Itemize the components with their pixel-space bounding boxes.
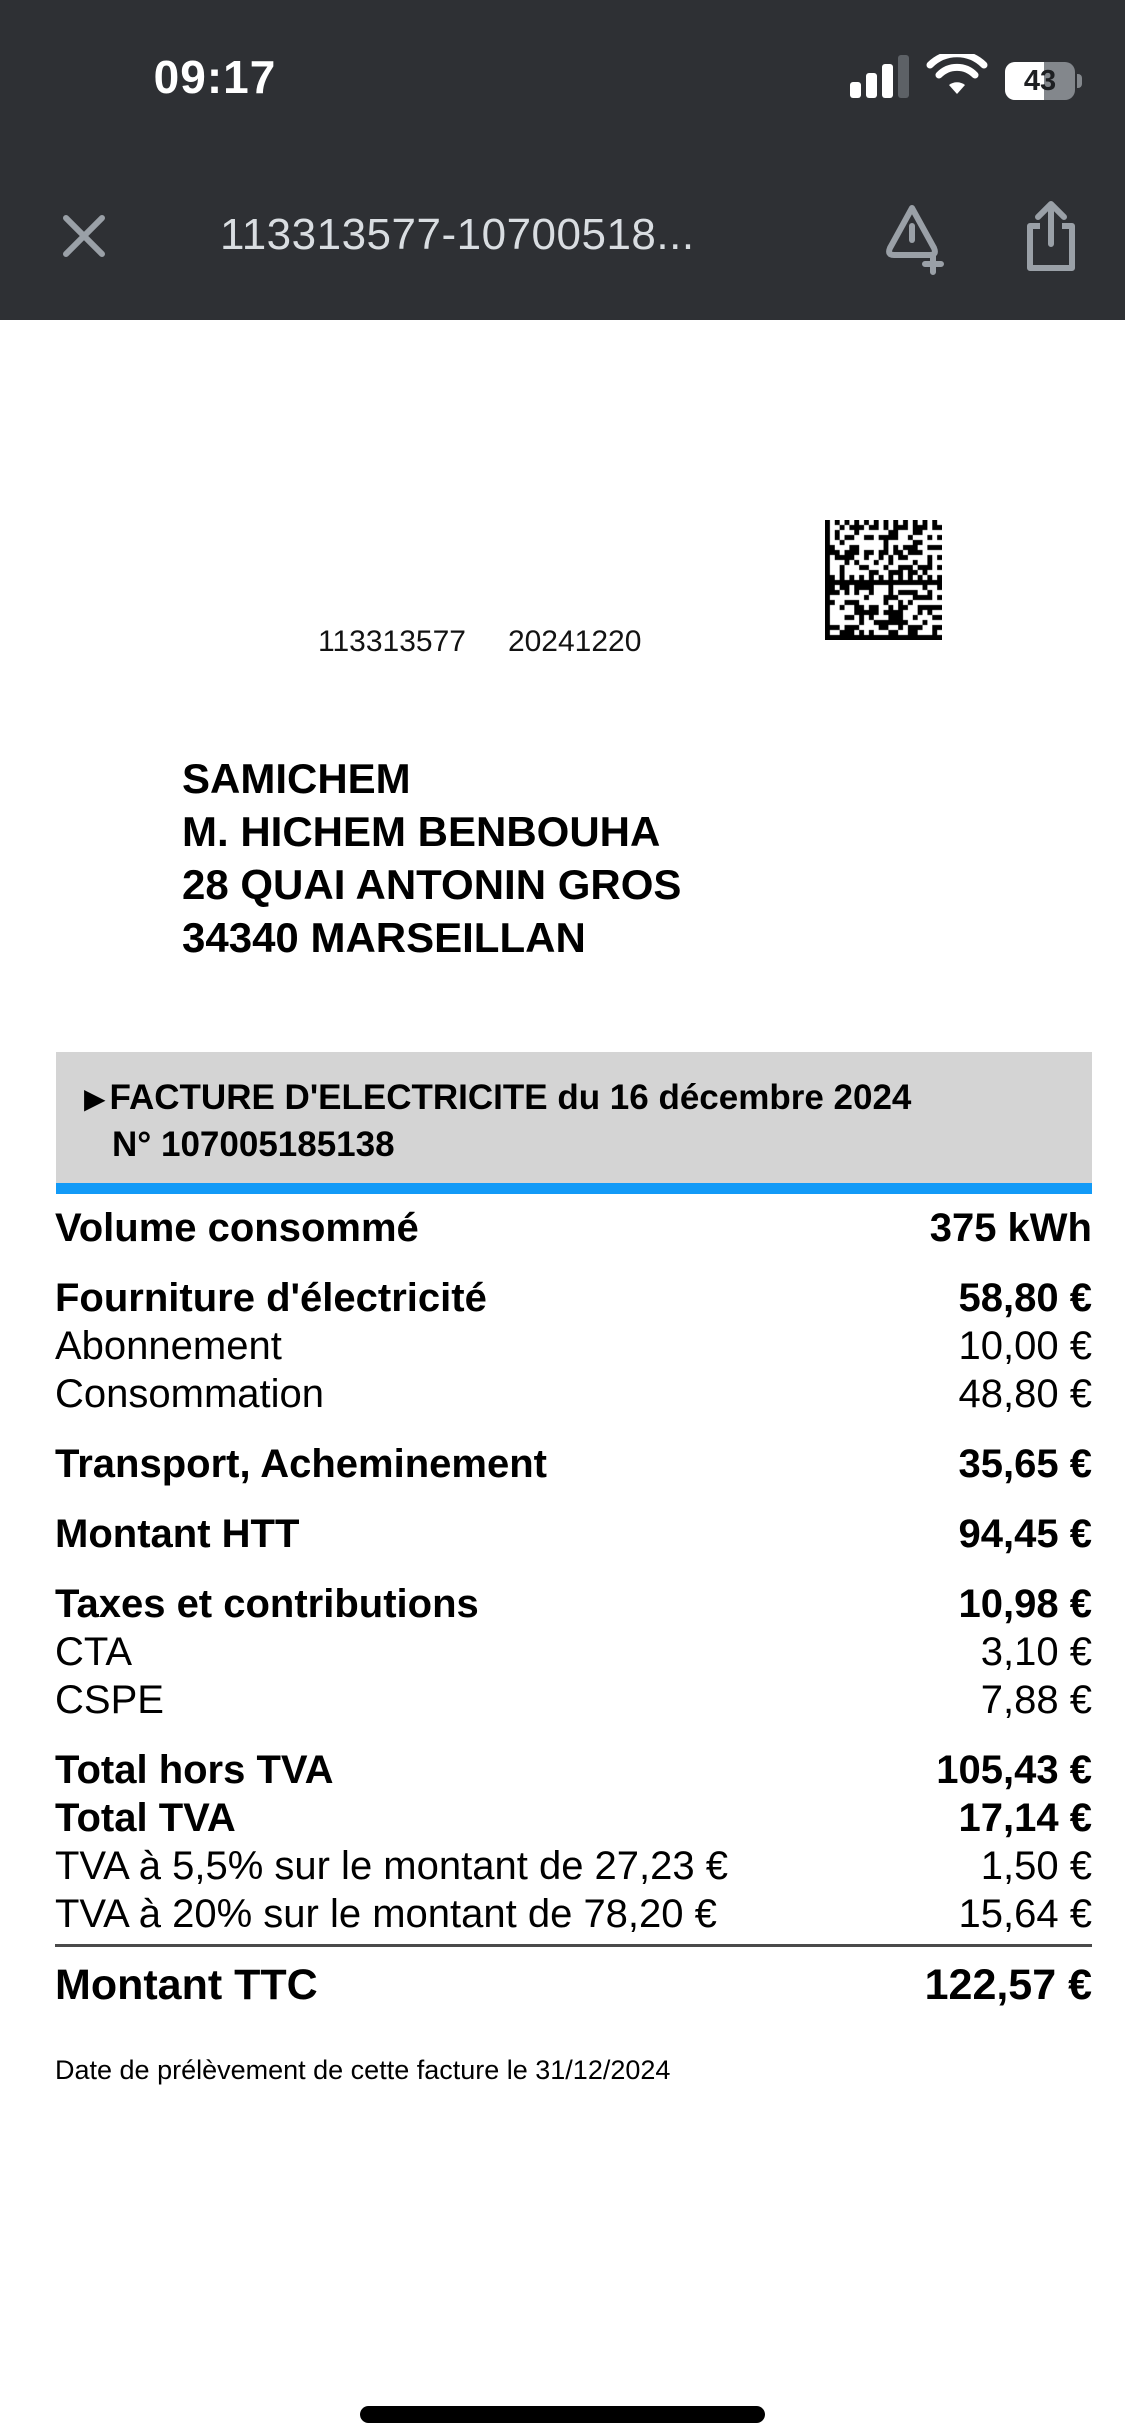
wifi-icon <box>926 54 988 100</box>
row-label: Transport, Acheminement <box>55 1442 547 1486</box>
row-label: TVA à 5,5% sur le montant de 27,23 € <box>55 1844 729 1888</box>
recipient-line: 28 QUAI ANTONIN GROS <box>182 861 682 908</box>
recipient-line: 34340 MARSEILLAN <box>182 914 586 961</box>
table-row <box>55 1628 1092 1676</box>
table-row <box>55 1842 1092 1890</box>
battery-percent: 43 <box>1023 64 1057 97</box>
row-value: 3,10 € <box>980 1630 1092 1674</box>
row-value: 15,64 € <box>958 1892 1092 1936</box>
invoice-number: N° 107005185138 <box>112 1125 395 1164</box>
close-button[interactable] <box>58 210 110 265</box>
row-value: 122,57 € <box>924 1961 1092 2009</box>
triangle-bullet-icon: ▶ <box>84 1082 106 1114</box>
home-indicator[interactable] <box>360 2406 765 2423</box>
invoice-date-code: 20241220 <box>507 625 642 658</box>
row-value: 7,88 € <box>980 1678 1092 1722</box>
status-icons <box>850 52 1083 100</box>
row-value: 1,50 € <box>980 1844 1092 1888</box>
share-icon <box>1018 198 1084 276</box>
table-row <box>55 1580 1092 1628</box>
invoice-table <box>55 1204 1092 2087</box>
table-row <box>55 1676 1092 1724</box>
close-icon <box>58 210 110 262</box>
row-label: Montant TTC <box>55 1961 318 2009</box>
row-label: Volume consommé <box>55 1206 419 1250</box>
total-divider <box>55 1944 1092 1947</box>
row-label: CSPE <box>55 1678 164 1722</box>
table-row-total <box>55 1957 1092 2013</box>
invoice-title <box>84 1078 1092 1118</box>
table-row <box>55 1510 1092 1558</box>
recipient-line: M. HICHEM BENBOUHA <box>182 808 661 855</box>
cellular-signal-icon <box>850 54 909 100</box>
blue-divider <box>56 1183 1092 1194</box>
row-label: Total hors TVA <box>55 1748 334 1792</box>
row-value: 10,00 € <box>958 1324 1092 1368</box>
row-value: 375 kWh <box>929 1206 1092 1250</box>
debit-date-note: Date de prélèvement de cette facture le 31/12/2024 <box>55 2055 671 2085</box>
table-row <box>55 1204 1092 1252</box>
share-button[interactable] <box>1018 198 1084 279</box>
table-row <box>55 1746 1092 1794</box>
invoice-reference: 113313577 <box>318 625 466 658</box>
battery-icon <box>1005 62 1083 100</box>
row-label: Montant HTT <box>55 1512 300 1556</box>
document-title: 113313577-10700518... <box>220 210 695 259</box>
row-value: 10,98 € <box>958 1582 1092 1626</box>
row-value: 35,65 € <box>958 1442 1092 1486</box>
row-value: 58,80 € <box>958 1276 1092 1320</box>
row-value: 17,14 € <box>958 1796 1092 1840</box>
pdf-page[interactable] <box>0 320 1125 2436</box>
table-row <box>55 1370 1092 1418</box>
status-time: 09:17 <box>153 51 277 103</box>
row-label: TVA à 20% sur le montant de 78,20 € <box>55 1892 717 1936</box>
recipient-line: SAMICHEM <box>182 755 411 802</box>
row-value: 48,80 € <box>958 1372 1092 1416</box>
top-header <box>0 0 1125 320</box>
row-label: Abonnement <box>55 1324 282 1368</box>
row-label: Fourniture d'électricité <box>55 1276 487 1320</box>
row-value: 94,45 € <box>958 1512 1092 1556</box>
markup-button[interactable] <box>876 200 948 279</box>
recipient-address <box>182 752 681 964</box>
table-row <box>55 1322 1092 1370</box>
invoice-title-text: FACTURE D'ELECTRICITE du 16 décembre 2024 <box>109 1078 912 1117</box>
table-row <box>55 1794 1092 1842</box>
table-row <box>55 1890 1092 1938</box>
row-label: Consommation <box>55 1372 325 1416</box>
row-label: Total TVA <box>55 1796 236 1840</box>
markup-pen-plus-icon <box>876 200 948 276</box>
row-label: CTA <box>55 1630 133 1674</box>
reference-line <box>318 625 641 659</box>
row-label: Taxes et contributions <box>55 1582 479 1626</box>
table-row <box>55 1440 1092 1488</box>
nav-bar <box>0 196 1125 286</box>
invoice-header-bar <box>56 1052 1092 1183</box>
table-row <box>55 1274 1092 1322</box>
row-value: 105,43 € <box>936 1748 1092 1792</box>
datamatrix-barcode <box>825 520 942 640</box>
